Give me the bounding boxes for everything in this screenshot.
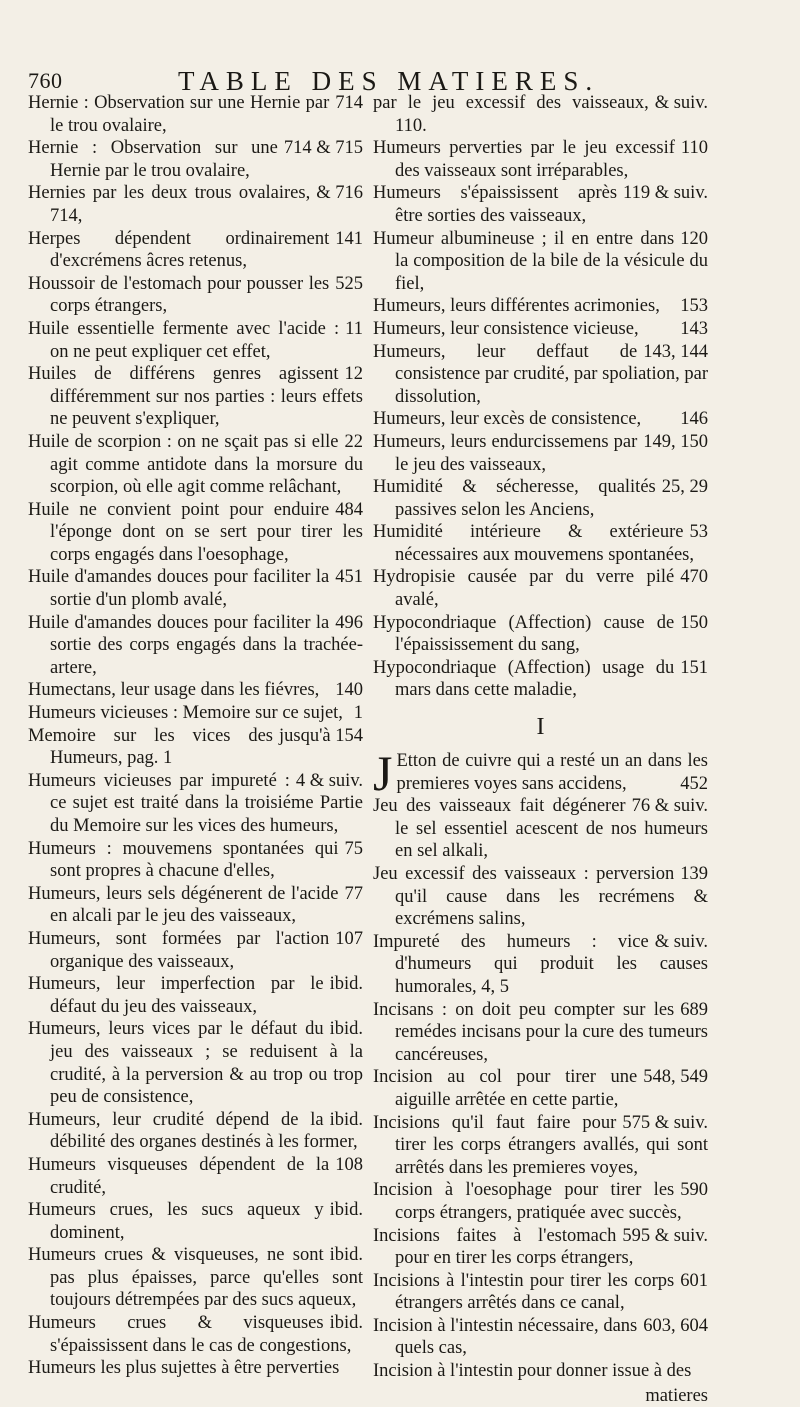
entry-page-ref: ibid. bbox=[329, 1109, 363, 1130]
entry-page-ref: 4 & suiv. bbox=[295, 770, 363, 791]
entry-text: Huile essentielle fermente avec l'acide : on ne peut expliquer cet effet, bbox=[28, 318, 340, 362]
index-entry bbox=[28, 137, 363, 182]
entry-text: Incisions à l'intestin pour tirer les corps étrangers arrêtés dans ce canal, bbox=[373, 1270, 675, 1314]
entry-page-ref: 1 bbox=[353, 703, 363, 724]
entry-text: Incisions qu'il faut faire pour tirer les corps étrangers avallés, qui sont arrêtés dans les premieres voyes, bbox=[373, 1112, 708, 1178]
entry-text: Hypocondriaque (Affection) usage du mars dans cette maladie, bbox=[373, 657, 675, 701]
section-letter-heading: I bbox=[536, 714, 545, 741]
entry-page-ref: & 716 bbox=[316, 183, 363, 204]
index-entry bbox=[373, 795, 708, 863]
entry-page-ref: 548, 549 bbox=[643, 1067, 708, 1088]
index-entry bbox=[373, 1360, 708, 1383]
entry-text: Huile de scorpion : on ne sçait pas si elle agit comme antidote dans la morsure du scorpion, où elle agit comme relâchant, bbox=[28, 431, 363, 498]
index-entry bbox=[373, 566, 708, 611]
index-entry bbox=[373, 137, 708, 182]
entry-page-ref: 590 bbox=[680, 1180, 708, 1201]
h-entries-continued bbox=[373, 92, 708, 702]
entry-text: Etton de cuivre qui a resté un an dans les premieres voyes sans accidens, bbox=[396, 751, 708, 794]
entry-page-ref: 525 bbox=[335, 273, 363, 294]
entry-page-ref: 451 bbox=[335, 567, 363, 588]
entry-page-ref: 149, 150 bbox=[643, 431, 708, 452]
entry-text: Humeurs visqueuses dépendent de la crudité, bbox=[28, 1154, 330, 1198]
entry-text: Humeurs crues, les sucs aqueux y dominent, bbox=[28, 1200, 324, 1243]
entry-page-ref: 143 bbox=[680, 318, 708, 339]
entry-page-ref: 77 bbox=[344, 883, 363, 904]
index-entry bbox=[373, 408, 708, 431]
entry-page-ref: 141 bbox=[335, 228, 363, 249]
index-entry bbox=[373, 745, 708, 802]
entry-text: Humeurs, leurs vices par le défaut du jeu des vaisseaux ; se reduisent à la crudité, à la perversion & au trop ou trop peu de consistence, bbox=[28, 1019, 363, 1108]
entry-text: Humeurs, leur imperfection par le défaut du jeu des vaisseaux, bbox=[28, 974, 324, 1017]
i-entries bbox=[373, 795, 708, 1382]
entry-page-ref: 595 & suiv. bbox=[622, 1225, 708, 1246]
entry-page-ref: 53 bbox=[689, 522, 708, 543]
entry-page-ref: 484 bbox=[335, 499, 363, 520]
entry-text: Humeurs vicieuses : Memoire sur ce sujet, bbox=[28, 703, 343, 724]
entry-text: Incisions faites à l'estomach pour en tirer les corps étrangers, bbox=[373, 1225, 634, 1269]
index-entry bbox=[28, 566, 363, 611]
index-entry bbox=[373, 657, 708, 702]
entry-text: Jeu excessif des vaisseaux : perversion qu'il cause dans les recrémens & excrémens salins, bbox=[373, 864, 708, 930]
entry-page-ref: ibid. bbox=[329, 1200, 363, 1221]
entry-text: Hernies par les deux trous ovalaires, 714, bbox=[28, 183, 311, 226]
index-entry bbox=[28, 612, 363, 680]
entry-text: Houssoir de l'estomach pour pousser les corps étrangers, bbox=[28, 273, 330, 317]
index-entry bbox=[373, 931, 708, 999]
entry-text: Humeurs vicieuses par impureté : ce sujet est traité dans la troisiéme Partie du Memoire sur les vices des humeurs, bbox=[28, 770, 363, 836]
entry-page-ref: 689 bbox=[680, 999, 708, 1020]
entry-text: Humeurs, leur consistence vicieuse, bbox=[373, 318, 639, 339]
index-entry bbox=[28, 770, 363, 838]
index-entry bbox=[373, 1066, 708, 1111]
entry-text: Memoire sur les vices des Humeurs, pag. 1 bbox=[28, 725, 273, 769]
entry-page-ref: 22 bbox=[344, 431, 363, 452]
entry-text: Humectans, leur usage dans les fiévres, bbox=[28, 680, 320, 701]
index-entry bbox=[28, 273, 363, 318]
entry-text: Humeurs, leur deffaut de consistence par crudité, par spoliation, par dissolution, bbox=[373, 341, 708, 407]
index-entry bbox=[28, 92, 363, 137]
entry-page-ref: 714 bbox=[335, 93, 363, 113]
entry-text: Incision au col pour tirer une aiguille arrêtée en cette partie, bbox=[373, 1067, 638, 1110]
entry-page-ref: 452 bbox=[680, 773, 708, 794]
entry-text: Huiles de différens genres agissent différemment sur nos parties : leurs effets ne peuvent s'expliquer, bbox=[28, 364, 363, 430]
entry-page-ref: 11 bbox=[345, 318, 363, 339]
index-entry bbox=[373, 612, 708, 657]
entry-text: Incision à l'intestin pour donner issue à des bbox=[373, 1361, 692, 1382]
index-entry bbox=[28, 228, 363, 273]
entry-text: Humeurs perverties par le jeu excessif des vaisseaux sont irréparables, bbox=[373, 138, 675, 181]
entry-page-ref: 496 bbox=[335, 612, 363, 633]
index-entry bbox=[28, 679, 363, 702]
entry-page-ref: 25, 29 bbox=[661, 477, 708, 498]
index-entry bbox=[373, 1179, 708, 1224]
entry-text: Humeurs, leurs différentes acrimonies, bbox=[373, 296, 660, 317]
entry-page-ref: 603, 604 bbox=[643, 1315, 708, 1336]
entry-text: Humeurs les plus sujettes à être perverties bbox=[28, 1358, 340, 1379]
index-entry bbox=[28, 883, 363, 928]
entry-page-ref: 119 & suiv. bbox=[623, 183, 708, 204]
index-entry bbox=[28, 431, 363, 499]
index-entry bbox=[373, 999, 708, 1067]
entry-text: Hernie : Observation sur une Hernie par le trou ovalaire, bbox=[28, 93, 330, 136]
entry-page-ref: ibid. bbox=[329, 1245, 363, 1266]
entry-page-ref: ibid. bbox=[329, 974, 363, 995]
entry-page-ref: & suiv. bbox=[654, 93, 708, 113]
index-entry bbox=[28, 1244, 363, 1312]
entry-text: Humeurs, leur crudité dépend de la débilité des organes destinés à les former, bbox=[28, 1109, 358, 1153]
running-title: TABLE DES MATIERES. bbox=[178, 66, 600, 96]
left-index-column bbox=[28, 92, 363, 1380]
index-entry bbox=[373, 228, 708, 296]
entry-page-ref: 153 bbox=[680, 296, 708, 317]
entry-page-ref: 140 bbox=[335, 680, 363, 701]
entry-text: Huile d'amandes douces pour faciliter la sortie d'un plomb avalé, bbox=[28, 567, 330, 611]
drop-cap: J bbox=[373, 745, 393, 802]
entry-text: Incision à l'oesophage pour tirer les corps étrangers, pratiquée avec succès, bbox=[373, 1180, 682, 1223]
index-entry bbox=[373, 1315, 708, 1360]
index-entry bbox=[373, 1270, 708, 1315]
entry-text: Humidité & sécheresse, qualités passives selon les Anciens, bbox=[373, 477, 656, 520]
entry-page-ref: ibid. bbox=[329, 1313, 363, 1334]
entry-page-ref: 151 bbox=[680, 657, 708, 678]
index-entry bbox=[28, 1199, 363, 1244]
index-entry bbox=[373, 431, 708, 476]
entry-text: Hydropisie causée par du verre pilé avalé, bbox=[373, 567, 675, 611]
entry-page-ref: 146 bbox=[680, 409, 708, 430]
index-entry bbox=[28, 1357, 363, 1380]
entry-page-ref: 139 bbox=[680, 864, 708, 884]
entry-text: Impureté des humeurs : vice d'humeurs qui produit les causes humorales, 4, 5 bbox=[373, 931, 708, 997]
index-entry bbox=[28, 838, 363, 883]
index-entry bbox=[373, 341, 708, 409]
entry-text: Humeurs, leurs sels dégénerent de l'acide en alcali par le jeu des vaisseaux, bbox=[28, 883, 339, 927]
entry-page-ref: 108 bbox=[335, 1154, 363, 1175]
entry-page-ref: ibid. bbox=[329, 1019, 363, 1040]
index-entry bbox=[28, 928, 363, 973]
index-entry bbox=[373, 476, 708, 521]
entry-text: Humeurs crues & visqueuses, ne sont pas plus épaisses, parce qu'elles sont toujours détrempées par des sucs aqueux, bbox=[28, 1245, 363, 1311]
entry-text: Hypocondriaque (Affection) cause de l'épaississement du sang, bbox=[373, 612, 675, 656]
entry-page-ref: 714 & 715 bbox=[283, 138, 363, 159]
index-entry bbox=[373, 863, 708, 931]
entry-page-ref: 12 bbox=[344, 364, 363, 385]
entry-text: Humeurs, sont formées par l'action organique des vaisseaux, bbox=[28, 928, 330, 972]
entry-text: Humeurs crues & visqueuses s'épaississent dans le cas de congestions, bbox=[28, 1313, 352, 1356]
catchword: matieres bbox=[645, 1385, 708, 1406]
index-entry bbox=[373, 1225, 708, 1270]
entry-page-ref: & suiv. bbox=[654, 931, 708, 952]
index-entry bbox=[28, 1109, 363, 1154]
entry-page-ref: jusqu'à 154 bbox=[278, 725, 363, 746]
entry-page-ref: 575 & suiv. bbox=[622, 1112, 708, 1133]
entry-page-ref: 110 bbox=[680, 138, 708, 159]
index-entry bbox=[373, 295, 708, 318]
entry-page-ref: 150 bbox=[680, 612, 708, 633]
index-entry bbox=[28, 973, 363, 1018]
entry-page-ref: 143, 144 bbox=[643, 341, 708, 362]
entry-text: Incision à l'intestin nécessaire, dans quels cas, bbox=[373, 1315, 638, 1359]
index-entry bbox=[28, 363, 363, 431]
entry-text: Jeu des vaisseaux fait dégénerer le sel essentiel acescent de nos humeurs en sel alkali, bbox=[373, 796, 708, 862]
entry-text: Humidité intérieure & extérieure nécessaires aux mouvemens spontanées, bbox=[373, 522, 694, 565]
index-entry bbox=[28, 318, 363, 363]
entry-text: Incisans : on doit peu compter sur les remédes incisans pour la cure des tumeurs cancéreuses, bbox=[373, 999, 708, 1065]
index-entry bbox=[28, 1312, 363, 1357]
entry-text: Humeurs s'épaississent après être sorties des vaisseaux, bbox=[373, 183, 618, 226]
page-number: 760 bbox=[28, 68, 63, 93]
entry-text: Hernie : Observation sur une Hernie par le trou ovalaire, bbox=[28, 138, 278, 181]
index-entry bbox=[28, 1154, 363, 1199]
entry-text: Humeurs, leur excès de consistence, bbox=[373, 409, 642, 430]
index-entry bbox=[28, 1018, 363, 1108]
entry-text: par le jeu excessif des vaisseaux, 110. bbox=[373, 93, 649, 136]
index-entry bbox=[28, 702, 363, 725]
index-entry bbox=[373, 92, 708, 137]
entry-text: Huile d'amandes douces pour faciliter la sortie des corps engagés dans la trachée-artere, bbox=[28, 612, 363, 678]
index-entry bbox=[28, 182, 363, 227]
index-entry bbox=[28, 499, 363, 567]
index-entry bbox=[373, 318, 708, 341]
entry-page-ref: 76 & suiv. bbox=[631, 796, 708, 817]
entry-text: Humeur albumineuse ; il en entre dans la composition de la bile de la vésicule du fiel, bbox=[373, 228, 708, 294]
index-entry bbox=[28, 725, 363, 770]
right-index-column bbox=[373, 92, 708, 1407]
index-entry bbox=[373, 521, 708, 566]
entry-text: Humeurs, leurs endurcissemens par le jeu des vaisseaux, bbox=[373, 431, 638, 475]
entry-text: Humeurs : mouvemens spontanées qui sont propres à chacune d'elles, bbox=[28, 838, 339, 882]
index-entry bbox=[373, 182, 708, 227]
index-entry bbox=[373, 1112, 708, 1180]
entry-text: Herpes dépendent ordinairement d'excrémens âcres retenus, bbox=[28, 228, 330, 272]
entry-page-ref: 601 bbox=[680, 1270, 708, 1291]
entry-page-ref: 107 bbox=[335, 928, 363, 949]
entry-page-ref: 75 bbox=[344, 838, 363, 859]
entry-page-ref: 120 bbox=[680, 228, 708, 249]
entry-text: Huile ne convient point pour enduire l'éponge dont on se sert pour tirer les corps engagés dans l'oesophage, bbox=[28, 499, 363, 565]
entry-page-ref: 470 bbox=[680, 567, 708, 588]
